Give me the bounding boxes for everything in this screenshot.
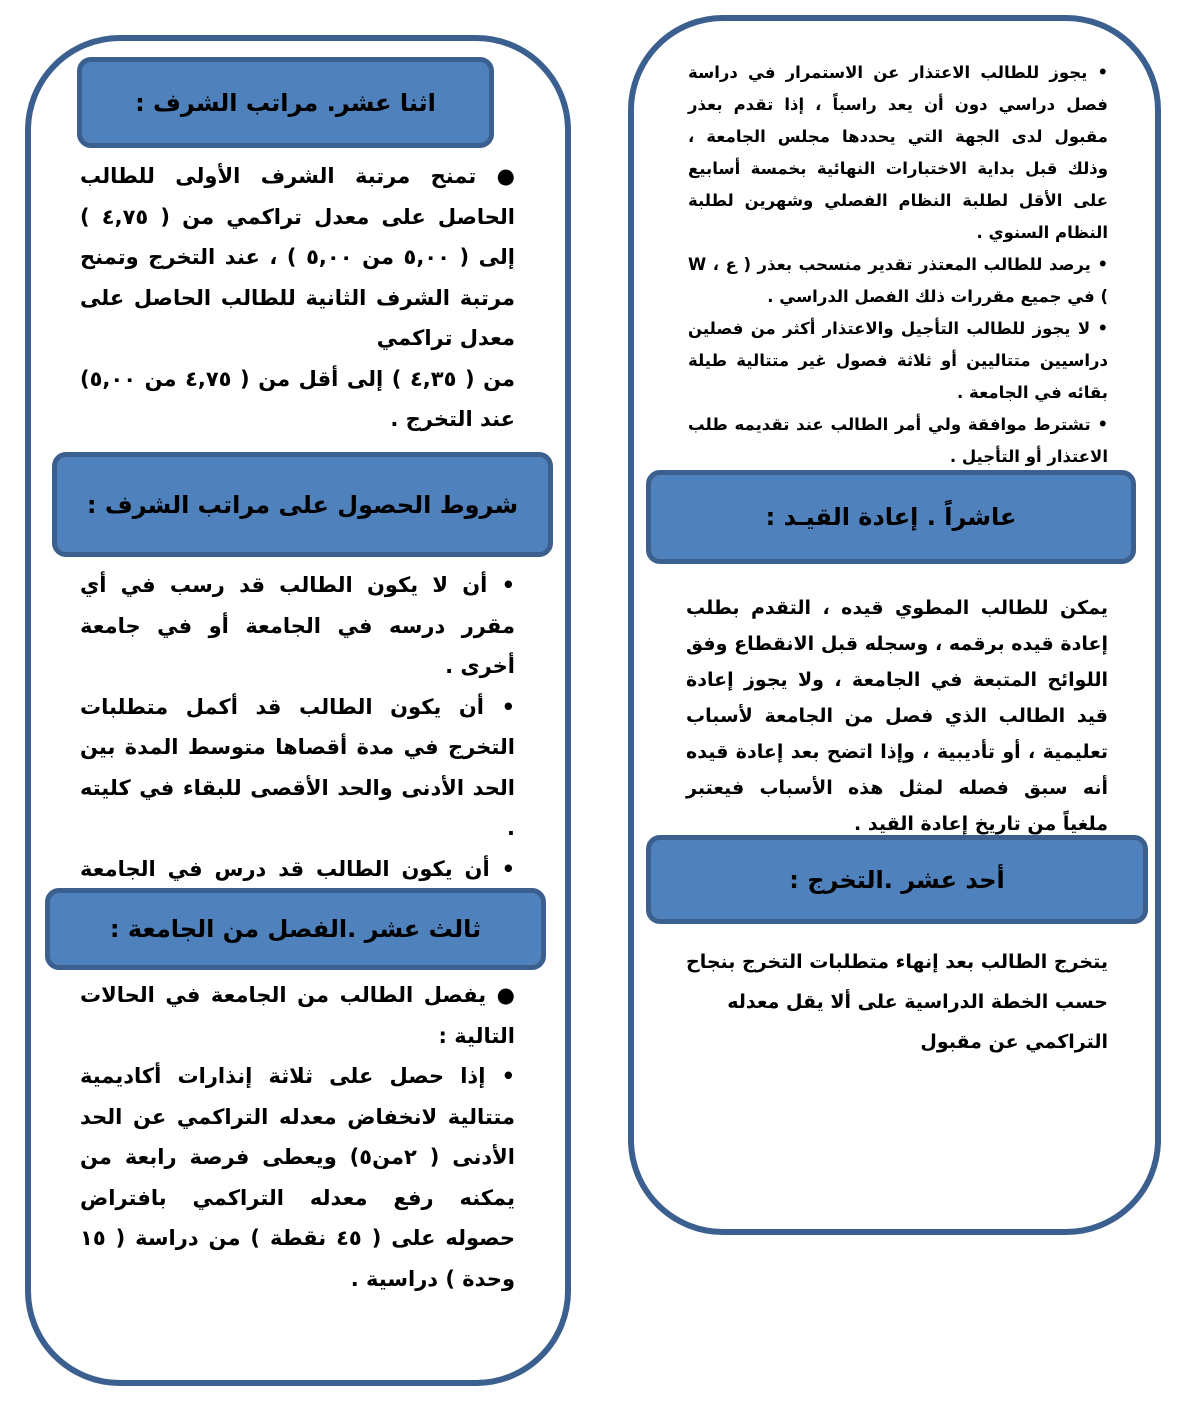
bullet-item: • إذا حصل على ثلاثة إنذارات أكاديمية متتالية لانخفاض معدله التراكمي عن الحد الأدنى ( ٢من٥) ويعطى فرصة رابعة من يمكنه رفع معدله التراكمي بافتراض حصوله على ( ٤٥ نقطة ) من دراسة ( ١٥ وحدة ) دراسية . <box>80 1064 515 1291</box>
section-header-graduation <box>646 835 1148 924</box>
bullet-item: • أن لا يكون الطالب قد رسب في أي مقرر درسه في الجامعة أو في جامعة أخرى . <box>80 573 515 678</box>
graduation-body <box>686 942 1108 1062</box>
paragraph: من ( ٤,٣٥ ) إلى أقل من ( ٤,٧٥ من ٥,٠٠) عند التخرج . <box>80 366 515 431</box>
bullet-item: • أن يكون الطالب قد درس في الجامعة <box>80 856 515 881</box>
dismissal-list <box>80 975 515 1299</box>
bullet-item: • لا يجوز للطالب التأجيل والاعتذار أكثر من فصلين دراسيين متتاليين أو ثلاثة فصول غير متتالية طيلة بقائه في الجامعة . <box>688 319 1108 402</box>
bullet-item: • يجوز للطالب الاعتذار عن الاستمرار في دراسة فصل دراسي دون أن يعد راسباً ، إذا تقدم بعذر مقبول لدى الجهة التي يحددها مجلس الجامعة ، وذلك قبل بداية الاختبارات النهائية بخمسة أسابيع على الأقل لطلبة النظام الفصلي وشهرين لطلبة النظام السنوي . <box>688 63 1108 242</box>
readmission-body <box>686 590 1108 842</box>
section-header-readmission <box>646 470 1136 564</box>
paragraph: ● تمنح مرتبة الشرف الأولى للطالب الحاصل على معدل تراكمي من ( ٤,٧٥ ) إلى ( ٥,٠٠ من ٥,٠٠ ) ، عند التخرج وتمنح مرتبة الشرف الثانية للطالب الحاصل على معدل تراكمي <box>80 164 515 350</box>
section-header-dismissal <box>45 888 546 970</box>
paragraph: يمكن للطالب المطوي قيده ، التقدم بطلب إعادة قيده برقمه ، وسجله قبل الانقطاع وفق اللوائح المتبعة في الجامعة ، ولا يجوز إعادة قيد الطالب الذي فصل من الجامعة لأسباب تعليمية ، أو تأديبية ، وإذا اتضح بعد إعادة قيده أنه سبق فصله لمثل هذه الأسباب فيعتبر ملغياً من تاريخ إعادة القيد . <box>686 597 1108 835</box>
section-header-honors-conditions <box>52 452 553 557</box>
section-title: أحد عشر .التخرج : <box>789 865 1005 894</box>
section-title: شروط الحصول على مراتب الشرف : <box>86 490 519 519</box>
bullet-item: • أن يكون الطالب قد أكمل متطلبات التخرج في مدة أقصاها متوسط المدة بين الحد الأدنى والحد الأقصى للبقاء في كليته . <box>80 694 515 840</box>
bullet-item: • تشترط موافقة ولي أمر الطالب عند تقديمه طلب الاعتذار أو التأجيل . <box>688 415 1108 466</box>
section-title: ثالث عشر .الفصل من الجامعة : <box>109 915 482 943</box>
bullet-item: ● يفصل الطالب من الجامعة في الحالات التالية : <box>80 983 515 1048</box>
paragraph: يتخرج الطالب بعد إنهاء متطلبات التخرج بنجاح حسب الخطة الدراسية على ألا يقل معدله التراكمي عن مقبول <box>686 951 1108 1053</box>
honors-body <box>80 156 515 440</box>
section-title: عاشراً . إعادة القيـد : <box>765 503 1017 531</box>
section-title: اثنا عشر. مراتب الشرف : <box>135 88 436 117</box>
withdrawal-rules <box>688 57 1108 473</box>
section-header-honors <box>77 57 494 148</box>
bullet-item: • يرصد للطالب المعتذر تقدير منسحب بعذر ( ع ، W ) في جميع مقررات ذلك الفصل الدراسي . <box>688 255 1108 306</box>
